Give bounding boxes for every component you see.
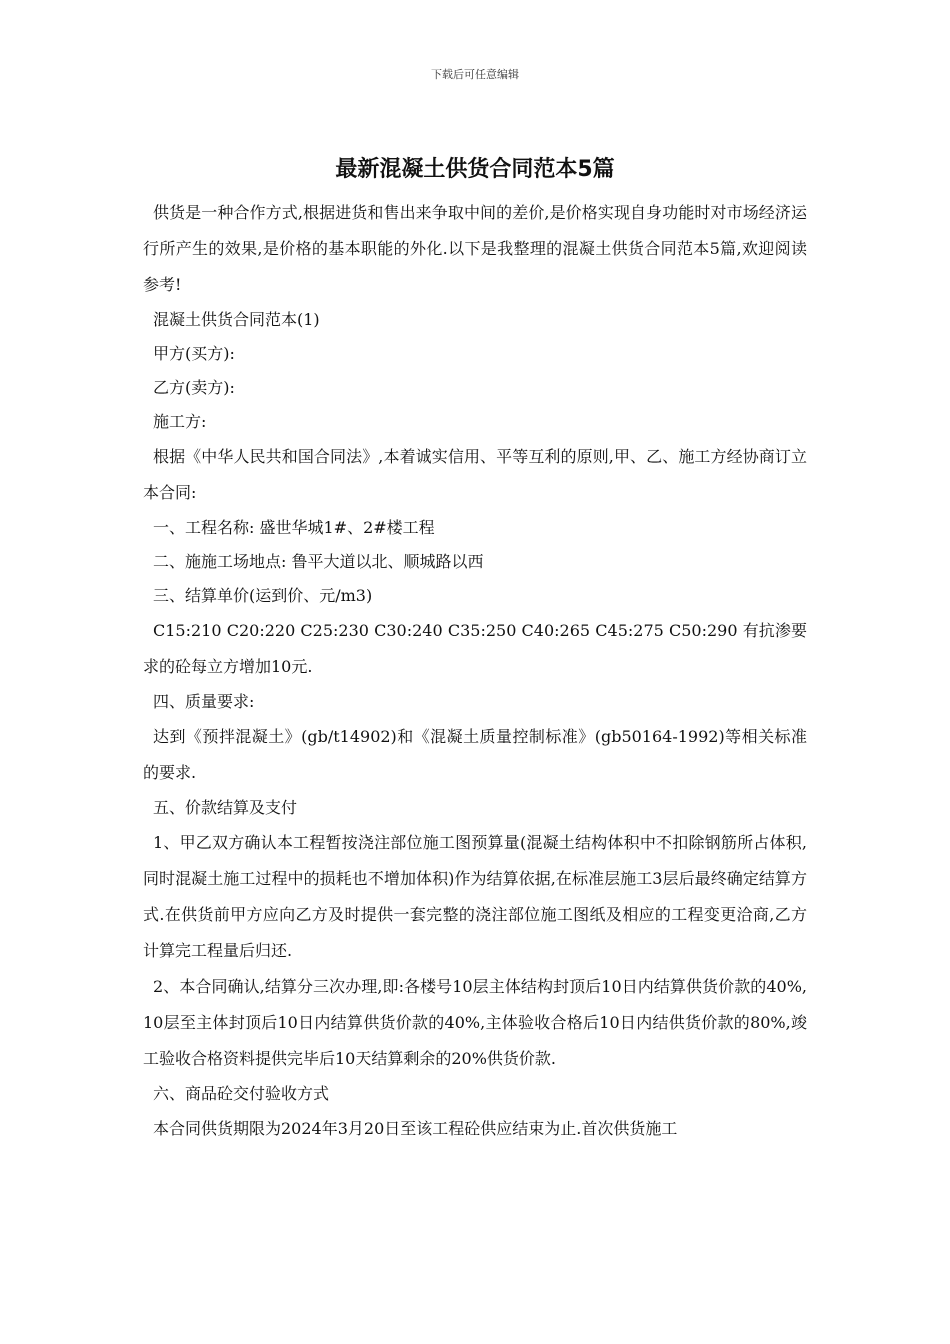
section-heading-contract-1: 混凝土供货合同范本(1)	[153, 310, 320, 329]
clause-2-site-location: 二、施施工场地点: 鲁平大道以北、顺城路以西	[153, 552, 484, 571]
payment-item-1: 1、甲乙双方确认本工程暂按浇注部位施工图预算量(混凝土结构体积中不扣除钢筋所占体积,同时混凝土施工过程中的损耗也不增加体积)作为结算依据,在标准层施工3层后最终确定结算方式.在供货前甲方应向乙方及时提供一套完整的浇注部位施工图纸及相应的工程变更洽商,乙方计算完工程量后归还.	[143, 833, 807, 960]
page-header-note: 下载后可任意编辑	[431, 68, 519, 81]
clause-6-delivery: 六、商品砼交付验收方式	[153, 1084, 330, 1103]
clause-3-unit-price: 三、结算单价(运到价、元/m3)	[153, 586, 373, 605]
price-list-paragraph: C15:210 C20:220 C25:230 C30:240 C35:250 C40:265 C45:275 C50:290 有抗渗要求的砼每立方增加10元.	[143, 621, 807, 676]
construction-party-line: 施工方:	[153, 412, 207, 431]
intro-paragraph: 供货是一种合作方式,根据进货和售出来争取中间的差价,是价格实现自身功能时对市场经济运行所产生的效果,是价格的基本职能的外化.以下是我整理的混凝土供货合同范本5篇,欢迎阅读参考!	[143, 203, 807, 294]
clause-1-project-name: 一、工程名称: 盛世华城1#、2#楼工程	[153, 518, 435, 537]
party-b-line: 乙方(卖方):	[153, 378, 235, 397]
clause-5-payment: 五、价款结算及支付	[153, 798, 298, 817]
clause-4-quality: 四、质量要求:	[153, 692, 255, 711]
payment-item-2: 2、本合同确认,结算分三次办理,即:各楼号10层主体结构封顶后10日内结算供货价款的40%,10层至主体封顶后10日内结算供货价款的40%,主体验收合格后10日内结供货价款的80%,竣工验收合格资料提供完毕后10天结算剩余的20%供货价款.	[143, 977, 807, 1068]
preamble-paragraph: 根据《中华人民共和国合同法》,本着诚实信用、平等互利的原则,甲、乙、施工方经协商订立本合同:	[143, 447, 807, 502]
document-body	[143, 195, 807, 1147]
document-title: 最新混凝土供货合同范本5篇	[335, 157, 615, 182]
delivery-paragraph: 本合同供货期限为2024年3月20日至该工程砼供应结束为止.首次供货施工	[153, 1119, 678, 1138]
party-a-line: 甲方(买方):	[153, 344, 235, 363]
quality-standard-paragraph: 达到《预拌混凝土》(gb/t14902)和《混凝土质量控制标准》(gb50164-1992)等相关标准的要求.	[143, 727, 807, 782]
